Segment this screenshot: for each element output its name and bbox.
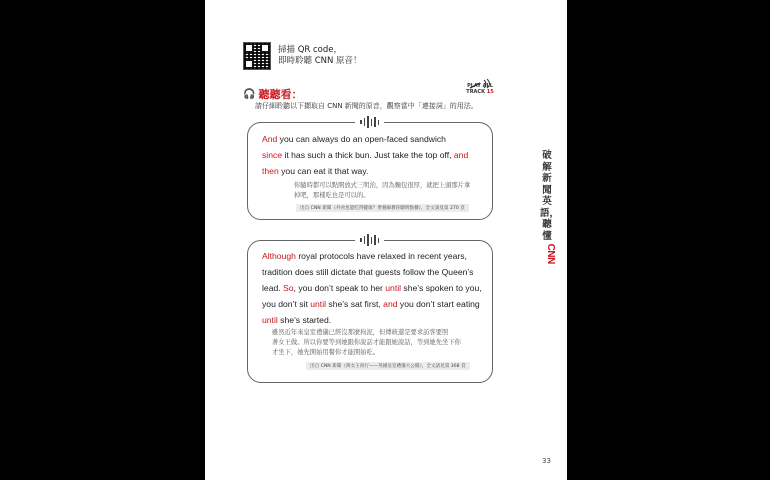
connector-word: until — [310, 299, 327, 309]
play-all-text: PLAY ALL — [467, 83, 493, 89]
connector-word: and — [383, 299, 398, 309]
play-all-badge[interactable] — [466, 74, 494, 100]
chinese-translation — [294, 181, 470, 201]
chinese-line: 雖然近年來皇室禮儀已經沒那麼拘泥，但傳統還是要求訪客要照 — [272, 329, 449, 336]
connector-word: Although — [262, 251, 296, 261]
chinese-line: 著女王做。所以你要等到她跟你說話才能跟她說話，等到她先坐下你 — [272, 339, 461, 346]
quote-line — [262, 280, 482, 296]
quote-line — [262, 312, 482, 328]
english-quote — [262, 248, 482, 328]
listen-title: 聽聽看： — [258, 88, 303, 101]
book-page — [205, 0, 567, 480]
quote-text: she’s spoken to you, — [401, 283, 482, 293]
quote-text: tradition does still dictate that guests follow the Queen’s — [262, 267, 474, 277]
quote-text: it has such a thick bun. Just take the top off, — [282, 150, 454, 160]
quote-line — [262, 131, 468, 147]
side-title-text: 破解新聞英語，聽懂 — [540, 150, 560, 242]
chinese-translation — [272, 328, 461, 358]
quote-line — [262, 163, 468, 179]
sound-wave-icon — [355, 114, 384, 130]
connector-word: and — [453, 150, 469, 160]
connector-word: since — [262, 150, 283, 160]
chinese-line: 才坐下，她先開始用餐你才能開始吃。 — [272, 349, 380, 356]
qr-caption-line2: 即時聆聽 CNN 原音！ — [278, 56, 362, 66]
quote-text: you can always do an open-faced sandwich — [277, 134, 446, 144]
listen-instruction: 請仔細聆聽以下擷取自 CNN 新聞的原音，觀察當中「連接詞」的用法。 — [255, 102, 478, 110]
qr-finder — [245, 60, 253, 68]
qr-caption — [278, 45, 362, 67]
qr-finder — [245, 44, 253, 52]
qr-code[interactable] — [243, 42, 271, 70]
connector-word: So — [283, 283, 294, 293]
track-text: TRACK — [466, 89, 485, 95]
quote-text: you can eat it that way. — [278, 166, 369, 176]
source-note: 出自 CNN 新聞《與女王同行——英國皇室禮儀大公開》，全文請見第 368 頁 — [306, 362, 470, 370]
quote-line — [262, 147, 468, 163]
qr-caption-line1: 掃描 QR code， — [278, 45, 342, 55]
headphones-icon: 🎧 — [243, 88, 256, 100]
listen-heading — [243, 86, 302, 102]
quote-text: lead. — [262, 283, 284, 293]
quote-text: she’s sat first, — [326, 299, 384, 309]
quote-line — [262, 248, 482, 264]
quote-text: you don’t sit — [262, 299, 311, 309]
quote-line — [262, 296, 482, 312]
quote-text: , you don’t speak to her — [293, 283, 386, 293]
sound-wave-icon — [355, 232, 384, 248]
quote-text: you don’t start eating — [397, 299, 480, 309]
connector-word: then — [262, 166, 279, 176]
connector-word: until — [262, 315, 278, 325]
connector-word: And — [262, 134, 278, 144]
quote-line — [262, 264, 482, 280]
source-note: 出自 CNN 新聞《外食也能吃得健康？營養師教你聰明點餐》，全文請見第 270 頁 — [296, 204, 469, 212]
track-number: 15 — [486, 89, 494, 95]
page-number: 33 — [542, 457, 551, 465]
english-quote — [262, 131, 468, 179]
side-running-title — [540, 150, 560, 264]
quote-text: royal protocols have relaxed in recent years, — [295, 251, 467, 261]
chinese-line: 掉吧，那樣吃也是可以的。 — [294, 192, 370, 199]
chinese-line: 你隨時都可以點開放式三明治，因為麵包很厚，就把上頭那片拿 — [294, 182, 471, 189]
play-all-label — [466, 83, 494, 95]
connector-word: until — [385, 283, 402, 293]
cnn-logo: CNN — [544, 243, 556, 264]
quote-card-1 — [247, 122, 493, 220]
quote-card-2 — [247, 240, 493, 383]
quote-text: she’s started. — [277, 315, 332, 325]
qr-finder — [261, 44, 269, 52]
